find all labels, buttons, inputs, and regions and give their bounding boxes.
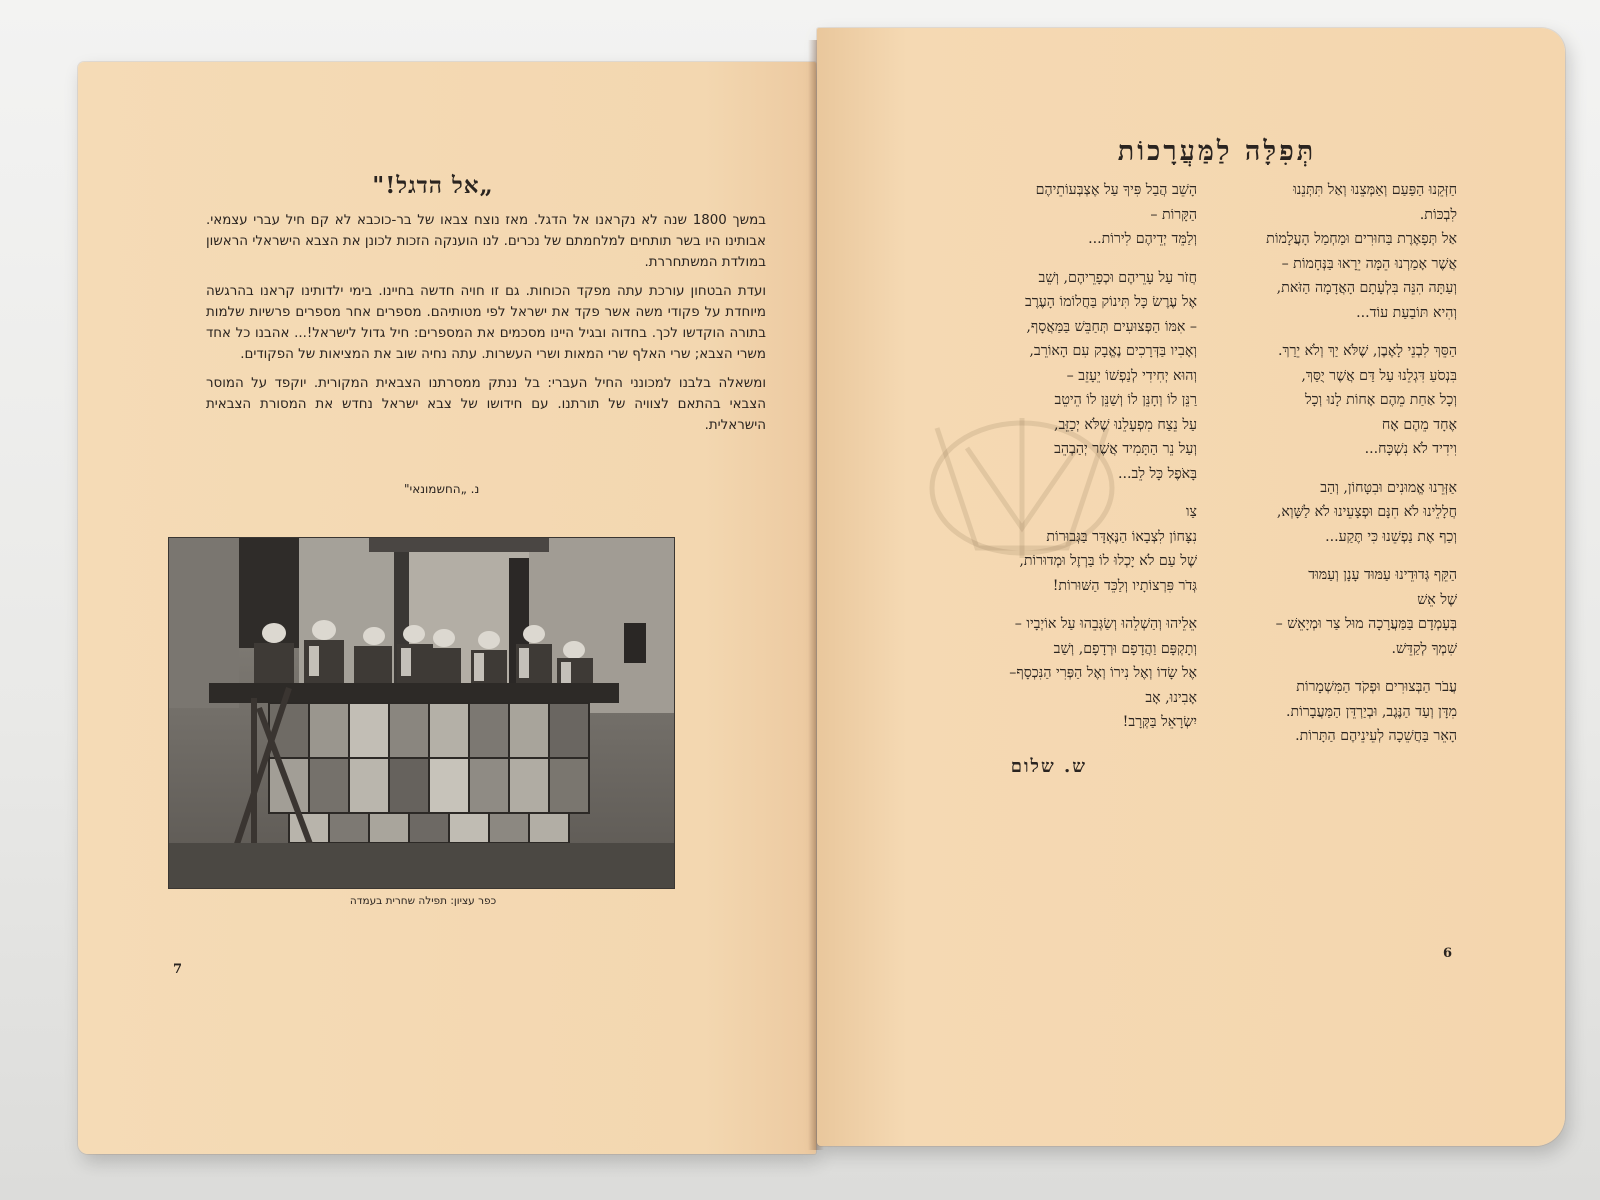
poem-stanza [932,612,1197,735]
poem-line: צַו [1185,504,1197,520]
poem-stanza [1192,178,1457,325]
poem-line: אַזְּרֵנוּ אֱמוּנִים וּבִטָּחוֹן, וְהַב [1320,479,1457,496]
poem-line: מִדָּן וְעַד הַנֶּגֶב, וּבְיַרְדֵּן הַמַּעֲבָרוֹת. [1286,703,1457,720]
poem-line: וִידִיד לֹא נִשְׁכָּח... [1364,441,1457,457]
poem-line: אֵלֵיהוּ וְהַשְׁלֵהוּ וְשַׂגְּבֵהוּ עַל אוֹיְבָיו – [1014,616,1197,632]
poem-line: שֶׁל עַם לֹא יָכְלוּ לוֹ בַּרְזֶל וּמְדוּרוֹת, [1019,553,1197,569]
poem-line: גְּדֹר פִּרְצוֹתָיו וְלַכֵּד הַשּׁוּרוֹת! [1052,577,1197,594]
poem-line: אֶל עֶרֶשׂ כָּל תִּינוֹק בַּחֲלוֹמוֹ הָעֶרֶב [1024,294,1197,310]
poem-line: חֲלָלֵינוּ לֹא חִנָּם וּפְצָעֵינוּ לֹא לַשָּׁוְא, [1276,504,1457,520]
poem-line: לִבְכּוֹת. [1419,206,1457,223]
poem-stanza [932,178,1197,252]
right-page [817,28,1565,1146]
article-body [206,210,766,444]
poem-line: עֲבֹר הַבְּצוּרִים וּפְקֹד הַמִּשְׁמָרוֹת [1296,679,1457,695]
poem-line: שֶׁל אֵשׁ [1417,591,1457,608]
poem-line: וְעַל נֵר הַתָּמִיד אֲשֶׁר יְהַבְהֵב [1054,441,1197,457]
poem-line: וְכָל אַחַת מֵהֶם אָחוֹת לָנוּ וְכָל [1304,392,1457,408]
poem-stanza [1192,563,1457,661]
poem-line: אַל תְּפָאֶרֶת בַּחוּרִים וּמַחְמַל הָעֲלָמוֹת [1266,231,1457,247]
article-paragraph: במשך 1800 שנה לא נקראנו אל הדגל. מאז נוצח צבאו של בר-כוכבא לא קם חיל עברי עצמאי. אבותינו היו בשר תותחים למלחמתם של נכרים. לנו הוענקה הזכות לכונן את הצבא הישראלי הראשון במולדת המשתחררת. [206,213,766,270]
poem-line: הַקָּרוֹת – [1150,206,1197,223]
poem-line: נִצָּחוֹן לִצְבָאוֹ הַנֶּאְדָּר בַּגְּבוּרוֹת [1046,528,1197,545]
page-number-right: 6 [1443,946,1453,961]
poem-stanza [1192,476,1457,550]
article-signature: נ. „החשמונאי" [404,482,480,496]
poem-line: חֲזֹר עַל עָרֵיהֶם וּכְפָרֵיהֶם, וְשֵׁב [1038,269,1197,286]
page-number-left: 7 [173,962,183,977]
poem-line: יִשְׂרָאֵל בַּקְּרָב! [1122,714,1197,730]
poem-line: עַל נֵצַח מִפְעָלֵנוּ שֶׁלֹּא יְכַזֵּב, [1053,416,1197,433]
photo-image [169,538,674,888]
poem-line: וְכַף אֶת נַפְשֵׁנוּ כִּי תֶּקַע... [1325,528,1457,545]
poem-line: וְהִיא תּוֹבַעַת עוֹד... [1356,304,1457,321]
poem-line: בְּעָמְדָם בַּמַּעֲרָכָה מוּל צַר וּמְיָאֵשׁ – [1275,616,1457,632]
poem-line: וְלַמֵּד יְדֵיהֶם לִירוֹת... [1088,231,1197,247]
photo-kfar-etzion [168,537,675,889]
photo-caption: כפר עציון: תפילה שחרית בעמדה [349,895,497,907]
article-title: „אל הדגל!" [372,172,494,199]
poem-line: רַנֵּן לוֹ וְחָנֵּן לוֹ וְשַׁנֵּן לוֹ הֵיטֵב [1054,392,1197,408]
poem-line: בִּנְסֹעַ דִּגְלֵנוּ עַל דַּם אֲשֶׁר יֻסַּךְ, [1301,367,1457,384]
poem-stanza [932,500,1197,598]
poem-line: הַסֵּךְ לִבְנֵי לָאֶבֶן, שֶׁלֹּא יַךְ וְלֹא יֵרַךְ. [1277,343,1457,359]
poem-line: וְעַתָּה הִנֵּה בִּלְעָתָם הָאֲדָמָה הַזֹּאת, [1276,280,1457,296]
poem-line: שִׁמְךָ לְקַדֵּשׁ. [1391,640,1457,657]
poem-line: אֲשֶׁר אָמַרְנוּ הֵמָּה יֵרָאוּ בַּנְּחָמוֹת – [1281,255,1457,272]
poem-line: וְאָבִיו בַּדְּרָכִים נֶאֱבָק עִם הָאוֹרֵב, [1029,343,1197,359]
poem-line: וְהוּא יְחִידִי לְנַפְשׁוֹ יֵעָזֵב – [1066,367,1197,384]
poem-line: בָּאֹפֶל כָּל לֵב... [1117,465,1197,482]
article-paragraph: ומשאלה בלבנו למכונני החיל העברי: בל ננתק ממסרתנו הצבאית המקורית. יוקפד על המוסר הצבאי בהתאם לצוויה של תורתנו. עם חידושו של צבא ישראל נחדש את המסורת הצבאית הישראלית. [206,376,766,433]
left-page [78,62,816,1154]
poem-column-right [1192,178,1457,763]
poem-line: אֶל שָׂדוֹ וְאֶל נִירוֹ וְאֶל הַפְּרִי הַנִּכְסָף– [1009,665,1197,681]
poem-column-left [932,178,1197,749]
poem-stanza [1192,339,1457,462]
poem-title: תְּפִלָּה לַמַּעֲרָכוֹת [1117,136,1317,167]
poem-line: וְתָקְפָּם וַהֲדָפָם וּרְדָפָם, וְשַׁב [1053,640,1197,657]
poem-line: הָשֵׁב הֲבַל פִּיךָ עַל אֶצְבְּעוֹתֵיהֶם [1035,182,1197,198]
article-paragraph: ועדת הבטחון עורכת עתה מפקד הכוחות. גם זו חויה חדשה בחיינו. בימי ילדותינו קראנו בהרגשה מיוחדת על פקודי משה אשר פקד את ישראל לפי מטותיהם. מספרים אחר מספרים פרשיות שלמות בתורה הוקדשו לכך. בחדוה ובגיל היינו מסכמים את המספרים: חיל גדול לישראל!... אהבנו כל אחד משרי הצבא; שרי האלף שרי המאות ושרי העשרות. עתה נחיה שוב את המציאות של הפקודים. [206,284,766,362]
poem-line: הַקֵּף גְּדוּדֵינוּ עַמּוּד עָנָן וְעַמּוּד [1308,567,1457,583]
poem-stanza [1192,675,1457,749]
poem-author: ש. שלום [1010,756,1087,777]
poem-line: חַזְּקֵנוּ הַפַּעַם וְאַמְּצֵנוּ וְאַל תִּתְּנֵנוּ [1293,182,1457,198]
poem-line: – אִמּוֹ הַפְּצוּעִים תְּחַבֵּשׁ בַּמַּאֲסָף, [1026,318,1197,335]
poem-line: הָאֵר בַּחֲשֵׁכָה לְעֵינֵיהֶם הַתָּרוֹת. [1295,728,1457,744]
poem-stanza [932,266,1197,487]
poem-line: אֶחָד מֵהֶם אָח [1381,416,1457,433]
poem-line: אָבִינוּ, אָב [1145,689,1197,706]
